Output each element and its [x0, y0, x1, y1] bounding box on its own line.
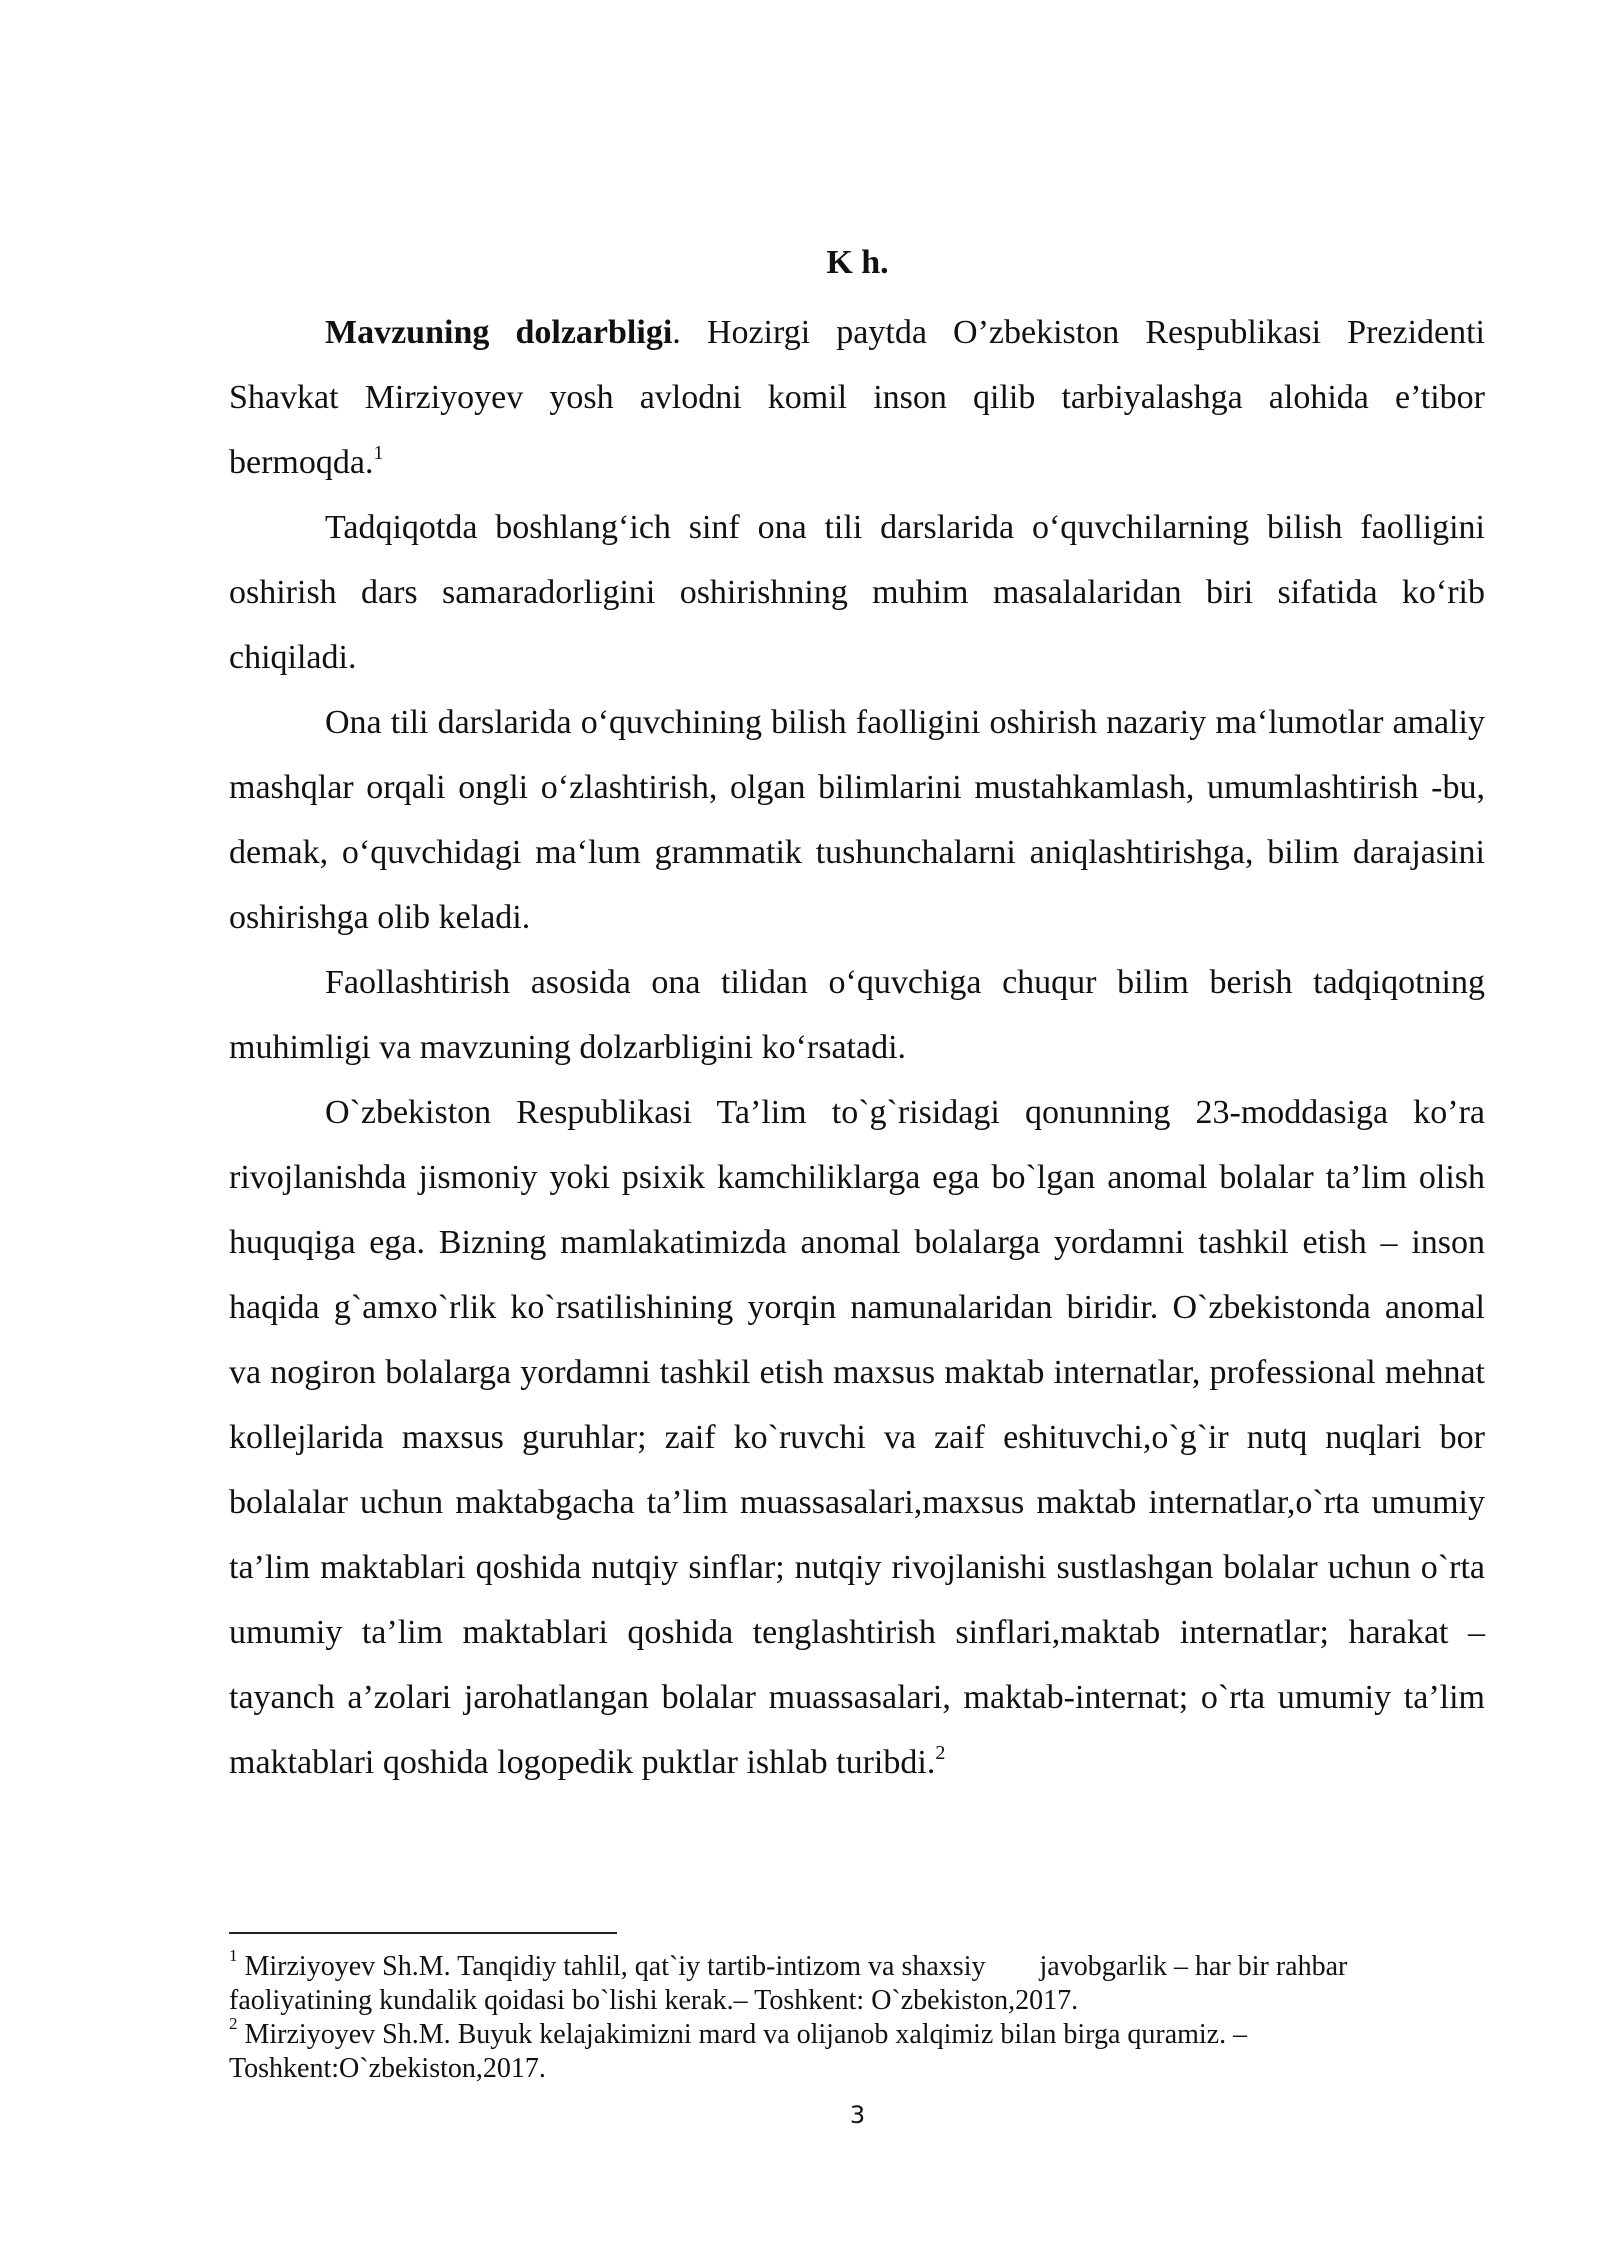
paragraph-relevance	[229, 300, 1485, 495]
paragraph-education-law	[229, 1080, 1485, 1795]
paragraph-text: O`zbekiston Respublikasi Ta’lim to`g`risidagi qonunning 23-moddasiga ko’ra rivojlanishda jismoniy yoki psixik kamchiliklarga ega bo`lgan anomal bolalar ta’lim olish huquqiga ega. Bizning mamlakatimizda anomal bolalarga yordamni tashkil etish – inson haqida g`amxo`rlik ko`rsatilishining yorqin namunalaridan biridir. O`zbekistonda anomal va nogiron bolalarga yordamni tashkil etish maxsus maktab internatlar, professional mehnat kollejlarida maxsus guruhlar; zaif ko`ruvchi va zaif eshituvchi,o`g`ir nutq nuqlari bor bolalalar uchun maktabgacha ta’lim muassasalari,maxsus maktab internatlar,o`rta umumiy ta’lim maktablari qoshida nutqiy sinflar; nutqiy rivojlanishi sustlashgan bolalar uchun o`rta umumiy ta’lim maktablari qoshida tenglashtirish sinflari,maktab internatlar; harakat – tayanch a’zolari jarohatlangan bolalar muassasalari, maktab-internat; o`rta umumiy ta’lim maktablari qoshida logopedik puktlar ishlab turibdi.	[229, 1094, 1485, 1781]
footnote-mark: 2	[229, 2013, 238, 2033]
body-text	[229, 300, 1485, 1795]
footnote-text: Mirziyoyev Sh.M. Buyuk kelajakimizni mard va olijanob xalqimiz bilan birga quramiz. – Toshkent:O`zbekiston,2017.	[229, 2019, 1248, 2084]
footnote-mark: 1	[229, 1945, 238, 1965]
paragraph-research: Tadqiqotda boshlang‘ich sinf ona tili darslarida o‘quvchilarning bilish faolligini oshirish dars samaradorligini oshirishning muhim masalalaridan biri sifatida ko‘rib chiqiladi.	[229, 509, 1485, 676]
footnote-1	[229, 1945, 1485, 2018]
section-heading: K h.	[826, 244, 889, 281]
footnotes	[229, 1945, 1485, 2086]
paragraph-lead: Mavzuning dolzarbligi	[325, 314, 673, 351]
paragraph-text: . Hozirgi paytda O’zbekiston Respublikasi Prezidenti Shavkat Mirziyoyev yosh avlodni komil inson qilib tarbiyalashga alohida e’tibor bermoqda.	[229, 314, 1486, 481]
paragraph-mother-tongue: Ona tili darslarida o‘quvchining bilish faolligini oshirish nazariy ma‘lumotlar amaliy mashqlar orqali ongli o‘zlashtirish, olgan bilimlarini mustahkamlash, umumlashtirish -bu, demak, o‘quvchidagi ma‘lum grammatik tushunchalarni aniqlashtirishga, bilim darajasini oshirishga olib keladi.	[229, 704, 1485, 936]
footnote-separator	[229, 1932, 617, 1934]
paragraph-activation: Faollashtirish asosida ona tilidan o‘quvchiga chuqur bilim berish tadqiqotning muhimligi va mavzuning dolzarbligini ko‘rsatadi.	[229, 964, 1485, 1066]
footnote-text-continued: javobgarlik – har bir rahbar faoliyatining kundalik qoidasi bo`lishi kerak.– Toshkent: O`zbekiston,2017.	[229, 1951, 1348, 2016]
footnote-text: Mirziyoyev Sh.M. Tanqidiy tahlil, qat`iy tartib-intizom va shaxsiy	[244, 1951, 986, 1982]
page-number: 3	[849, 2101, 866, 2129]
footnote-2	[229, 2013, 1485, 2086]
footnote-ref-1[interactable]: 1	[373, 441, 384, 464]
footnote-ref-2[interactable]: 2	[935, 1741, 946, 1764]
